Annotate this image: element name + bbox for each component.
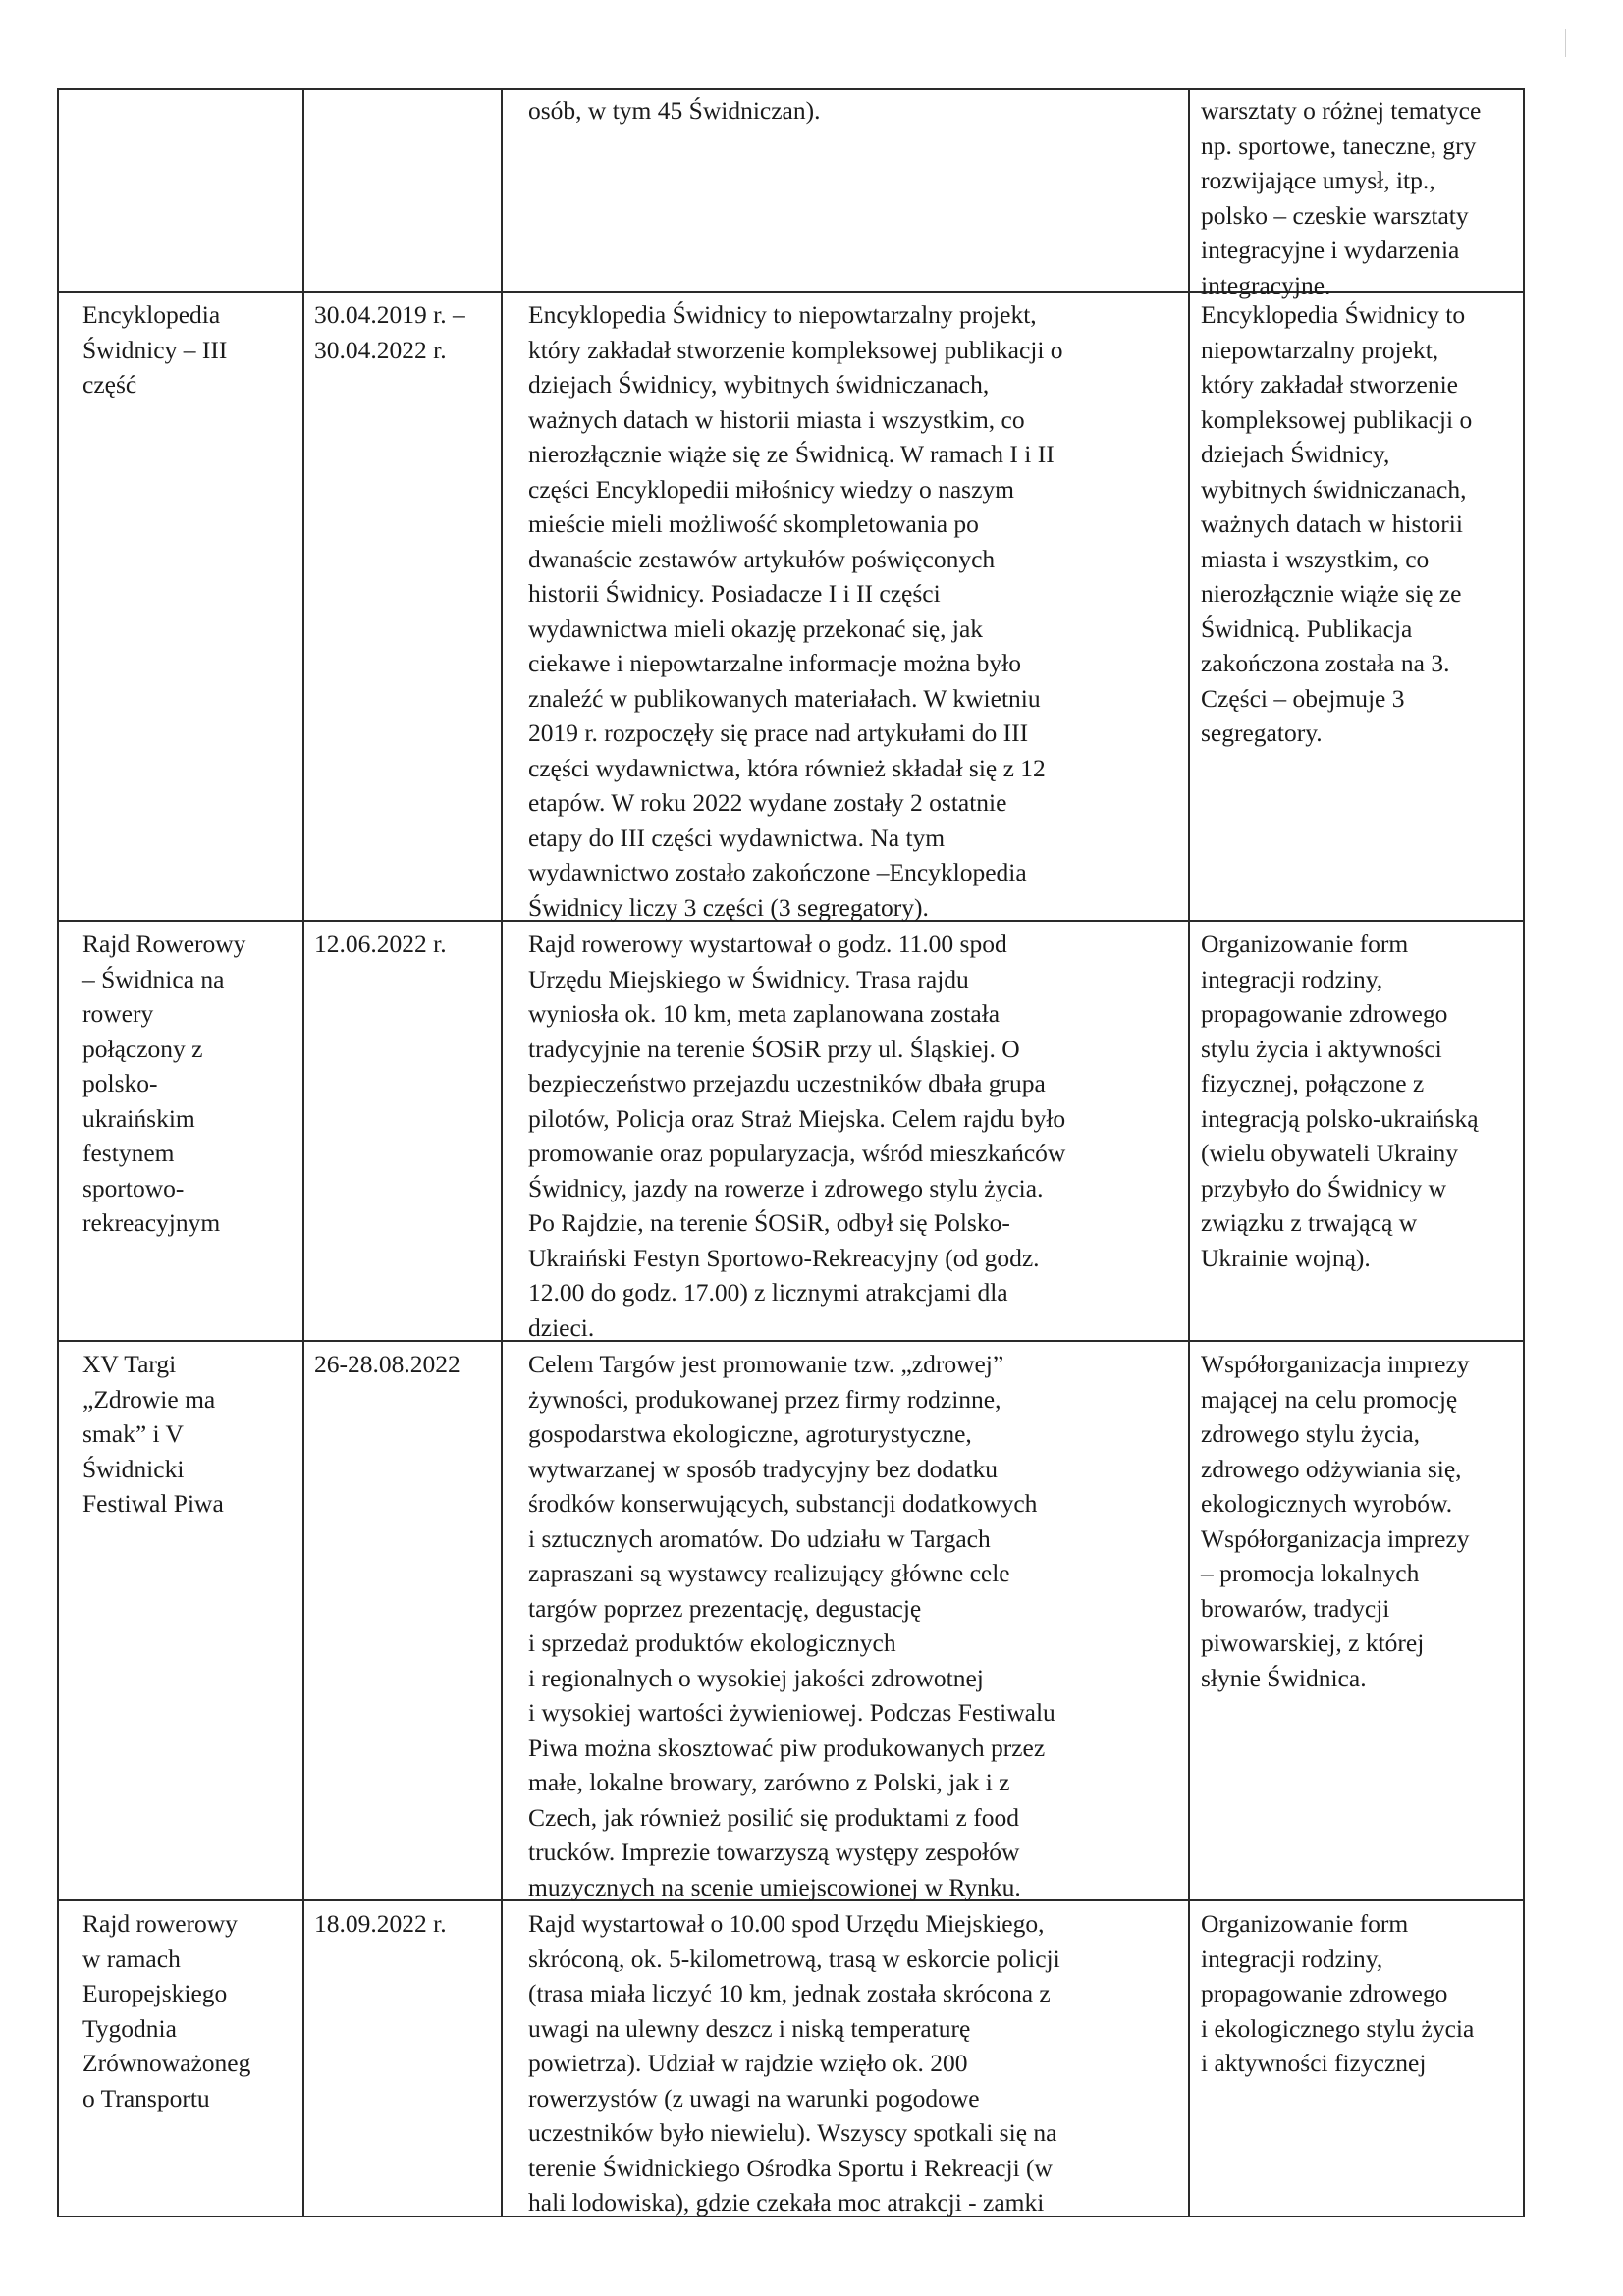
- text-line: Encyklopedia Świdnicy to niepowtarzalny projekt,: [528, 300, 1037, 329]
- text-line: integracyjne i wydarzenia: [1201, 236, 1460, 264]
- text-line: małe, lokalne browary, zarówno z Polski, jak i z: [528, 1768, 1010, 1796]
- text-line: Świdnicy – III: [82, 335, 228, 364]
- text-line: w ramach: [82, 1944, 181, 1973]
- row-4-date: [314, 1906, 497, 1942]
- text-line: etapy do III części wydawnictwa. Na tym: [528, 823, 946, 852]
- events-table: [57, 88, 1525, 2217]
- text-line: wydawnictwo zostało zakończone –Encyklopedia: [528, 858, 1027, 886]
- text-line: Współorganizacja imprezy: [1201, 1523, 1470, 1553]
- text-line: skróconą, ok. 5-kilometrową, trasą w eskorcie policji: [528, 1944, 1060, 1973]
- text-line: terenie Świdnickiego Ośrodka Sportu i Rekreacji (w: [528, 2153, 1053, 2182]
- text-line: Celem Targów jest promowanie tzw. „zdrowej”: [528, 1350, 1004, 1378]
- text-line: Świdnicy, jazdy na rowerze i zdrowego stylu życia.: [528, 1173, 1044, 1202]
- text-line: i ekologicznego stylu życia: [1201, 2013, 1475, 2043]
- row-4-description: [528, 1906, 1176, 2220]
- text-line: np. sportowe, taneczne, gry: [1201, 131, 1477, 160]
- text-line: integracji rodziny,: [1201, 964, 1383, 993]
- row-2-goal: [1201, 927, 1517, 1275]
- text-line: etapów. W roku 2022 wydane zostały 2 ostatnie: [528, 788, 1007, 817]
- text-line: 12.06.2022 r.: [314, 930, 447, 958]
- text-line: hali lodowiska), gdzie czekała moc atrakcji - zamki: [528, 2188, 1045, 2216]
- text-line: polsko-: [82, 1069, 158, 1097]
- text-line: przybyło do Świdnicy w: [1201, 1173, 1447, 1202]
- text-line: Świdnicą. Publikacja: [1201, 614, 1413, 643]
- text-line: browarów, tradycji: [1201, 1593, 1390, 1623]
- row-0-goal: [1201, 93, 1517, 302]
- text-line: festynem: [82, 1139, 175, 1167]
- text-line: Rajd rowerowy: [82, 1909, 238, 1938]
- text-line: słynie Świdnica.: [1201, 1663, 1367, 1692]
- text-line: propagowanie zdrowego: [1201, 999, 1448, 1028]
- text-line: targów poprzez prezentację, degustację: [528, 1593, 922, 1623]
- text-line: Zrównoważoneg: [82, 2049, 251, 2077]
- text-line: część: [82, 370, 137, 399]
- text-line: osób, w tym 45 Świdniczan).: [528, 96, 821, 125]
- text-line: rozwijające umysł, itp.,: [1201, 166, 1435, 194]
- text-line: Świdnicki: [82, 1454, 185, 1483]
- text-line: który zakładał stworzenie: [1201, 370, 1458, 399]
- text-line: wybitnych świdniczanach,: [1201, 474, 1467, 504]
- text-line: niepowtarzalny projekt,: [1201, 335, 1439, 364]
- text-line: gospodarstwa ekologiczne, agroturystyczne,: [528, 1419, 972, 1448]
- row-2-description: [528, 927, 1176, 1345]
- text-line: mieście mieli możliwość skompletowania po: [528, 509, 979, 538]
- text-line: i sztucznych aromatów. Do udziału w Targach: [528, 1523, 991, 1553]
- text-line: i aktywności fizycznej: [1201, 2049, 1427, 2077]
- text-line: połączony z: [82, 1034, 203, 1063]
- row-1-description: [528, 297, 1176, 925]
- text-line: XV Targi: [82, 1350, 177, 1378]
- text-line: ważnych datach w historii miasta i wszystkim, co: [528, 404, 1025, 434]
- text-line: historii Świdnicy. Posiadacze I i II części: [528, 579, 941, 608]
- text-line: zakończona została na 3.: [1201, 649, 1450, 677]
- row-2-name: [82, 927, 297, 1241]
- text-line: rowerzystów (z uwagi na warunki pogodowe: [528, 2083, 980, 2112]
- text-line: Po Rajdzie, na terenie ŚOSiR, odbył się Polsko-: [528, 1208, 1010, 1237]
- text-line: i wysokiej wartości żywieniowej. Podczas Festiwalu: [528, 1698, 1055, 1727]
- text-line: ukraińskim: [82, 1103, 195, 1133]
- text-line: dwanaście zestawów artykułów poświęconych: [528, 544, 996, 573]
- text-line: dziejach Świdnicy, wybitnych świdniczanach,: [528, 370, 990, 399]
- text-line: propagowanie zdrowego: [1201, 1979, 1448, 2007]
- row-3-description: [528, 1347, 1176, 1904]
- text-line: zdrowego stylu życia,: [1201, 1419, 1421, 1448]
- text-line: Urzędu Miejskiego w Świdnicy. Trasa rajdu: [528, 964, 969, 993]
- text-line: nierozłącznie wiąże się ze: [1201, 579, 1462, 608]
- text-line: Piwa można skosztować piw produkowanych przez: [528, 1733, 1046, 1762]
- text-line: trucków. Imprezie towarzyszą występy zespołów: [528, 1838, 1020, 1866]
- text-line: Organizowanie form: [1201, 930, 1409, 958]
- text-line: rekreacyjnym: [82, 1208, 221, 1237]
- text-line: smak” i V: [82, 1419, 184, 1448]
- text-line: mającej na celu promocję: [1201, 1384, 1458, 1414]
- text-line: polsko – czeskie warsztaty: [1201, 200, 1469, 230]
- text-line: piwowarskiej, z której: [1201, 1629, 1425, 1657]
- text-line: 18.09.2022 r.: [314, 1909, 447, 1938]
- text-line: o Transportu: [82, 2083, 210, 2112]
- text-line: 26-28.08.2022: [314, 1350, 460, 1378]
- row-1-name: [82, 297, 297, 402]
- text-line: dzieci.: [528, 1312, 595, 1342]
- text-line: „Zdrowie ma: [82, 1384, 216, 1414]
- text-line: Czech, jak również posilić się produktami z food: [528, 1802, 1019, 1832]
- scan-artifact: [1565, 29, 1566, 57]
- text-line: integracyjne.: [1201, 270, 1331, 299]
- text-line: Świdnicy liczy 3 części (3 segregatory).: [528, 892, 929, 922]
- text-line: 2019 r. rozpoczęły się prace nad artykułami do III: [528, 719, 1029, 747]
- text-line: Organizowanie form: [1201, 1909, 1409, 1938]
- text-line: – promocja lokalnych: [1201, 1559, 1420, 1587]
- table-border-left: [57, 88, 59, 2217]
- row-1-date: [314, 297, 497, 367]
- text-line: Rajd wystartował o 10.00 spod Urzędu Miejskiego,: [528, 1909, 1045, 1938]
- text-line: zdrowego odżywiania się,: [1201, 1454, 1462, 1483]
- text-line: Tygodnia: [82, 2013, 177, 2043]
- row-3-goal: [1201, 1347, 1517, 1695]
- text-line: ważnych datach w historii: [1201, 509, 1463, 538]
- text-line: ciekawe i niepowtarzalne informacje można było: [528, 649, 1021, 677]
- text-line: fizycznej, połączone z: [1201, 1069, 1425, 1097]
- text-line: Encyklopedia: [82, 300, 221, 329]
- text-line: kompleksowej publikacji o: [1201, 404, 1473, 434]
- text-line: Encyklopedia Świdnicy to: [1201, 300, 1466, 329]
- text-line: segregatory.: [1201, 719, 1323, 747]
- text-line: wydawnictwa mieli okazję przekonać się, jak: [528, 614, 984, 643]
- text-line: Współorganizacja imprezy: [1201, 1350, 1470, 1378]
- text-line: 12.00 do godz. 17.00) z licznymi atrakcjami dla: [528, 1278, 1008, 1307]
- row-3-date: [314, 1347, 497, 1382]
- text-line: żywności, produkowanej przez firmy rodzinne,: [528, 1384, 1001, 1414]
- row-0-description: [528, 93, 1176, 129]
- text-line: powietrza). Udział w rajdzie wzięło ok. 200: [528, 2049, 968, 2077]
- text-line: (trasa miała liczyć 10 km, jednak została skrócona z: [528, 1979, 1051, 2007]
- row-4-name: [82, 1906, 297, 2115]
- text-line: Europejskiego: [82, 1979, 228, 2007]
- text-line: Festiwal Piwa: [82, 1489, 224, 1518]
- text-line: 30.04.2019 r. –: [314, 300, 465, 329]
- text-line: środków konserwujących, substancji dodatkowych: [528, 1489, 1038, 1518]
- text-line: 30.04.2022 r.: [314, 335, 447, 364]
- text-line: dziejach Świdnicy,: [1201, 440, 1390, 468]
- text-line: tradycyjnie na terenie ŚOSiR przy ul. Śląskiej. O: [528, 1034, 1020, 1063]
- row-4-goal: [1201, 1906, 1517, 2081]
- text-line: uwagi na ulewny deszcz i niską temperaturę: [528, 2013, 971, 2043]
- text-line: związku z trwającą w: [1201, 1208, 1418, 1237]
- text-line: nierozłącznie wiąże się ze Świdnicą. W ramach I i II: [528, 440, 1055, 468]
- text-line: zapraszani są wystawcy realizujący główne cele: [528, 1559, 1010, 1587]
- table-border-right: [1523, 88, 1525, 2217]
- text-line: warsztaty o różnej tematyce: [1201, 96, 1482, 125]
- text-line: Rajd rowerowy wystartował o godz. 11.00 spod: [528, 930, 1007, 958]
- text-line: części Encyklopedii miłośnicy wiedzy o naszym: [528, 474, 1014, 504]
- text-line: i sprzedaż produktów ekologicznych: [528, 1629, 896, 1657]
- text-line: znaleźć w publikowanych materiałach. W kwietniu: [528, 683, 1041, 713]
- text-line: integracją polsko-ukraińską: [1201, 1103, 1479, 1133]
- text-line: Ukrainie wojną).: [1201, 1243, 1371, 1272]
- column-divider-1: [302, 88, 304, 2217]
- text-line: muzycznych na scenie umiejscowionej w Rynku.: [528, 1872, 1021, 1901]
- text-line: Części – obejmuje 3: [1201, 683, 1405, 713]
- text-line: bezpieczeństwo przejazdu uczestników dbała grupa: [528, 1069, 1046, 1097]
- text-line: rowery: [82, 999, 154, 1028]
- column-divider-3: [1188, 88, 1190, 2217]
- text-line: – Świdnica na: [82, 964, 225, 993]
- table-border-top: [57, 88, 1525, 90]
- text-line: części wydawnictwa, która również składał się z 12: [528, 753, 1046, 782]
- text-line: Rajd Rowerowy: [82, 930, 246, 958]
- row-3-name: [82, 1347, 297, 1522]
- text-line: miasta i wszystkim, co: [1201, 544, 1430, 573]
- row-1-goal: [1201, 297, 1517, 751]
- text-line: wyniosła ok. 10 km, meta zaplanowana została: [528, 999, 1001, 1028]
- text-line: promowanie oraz popularyzacja, wśród mieszkańców: [528, 1139, 1066, 1167]
- column-divider-2: [501, 88, 503, 2217]
- text-line: i regionalnych o wysokiej jakości zdrowotnej: [528, 1663, 984, 1692]
- text-line: (wielu obywateli Ukrainy: [1201, 1139, 1459, 1167]
- text-line: stylu życia i aktywności: [1201, 1034, 1442, 1063]
- text-line: ekologicznych wyrobów.: [1201, 1489, 1453, 1518]
- text-line: pilotów, Policja oraz Straż Miejska. Celem rajdu było: [528, 1103, 1066, 1133]
- text-line: który zakładał stworzenie kompleksowej publikacji o: [528, 335, 1063, 364]
- text-line: integracji rodziny,: [1201, 1944, 1383, 1973]
- text-line: wytwarzanej w sposób tradycyjny bez dodatku: [528, 1454, 998, 1483]
- text-line: sportowo-: [82, 1173, 185, 1202]
- text-line: Ukraiński Festyn Sportowo-Rekreacyjny (od godz.: [528, 1243, 1040, 1272]
- text-line: uczestników było niewielu). Wszyscy spotkali się na: [528, 2118, 1057, 2147]
- row-2-date: [314, 927, 497, 962]
